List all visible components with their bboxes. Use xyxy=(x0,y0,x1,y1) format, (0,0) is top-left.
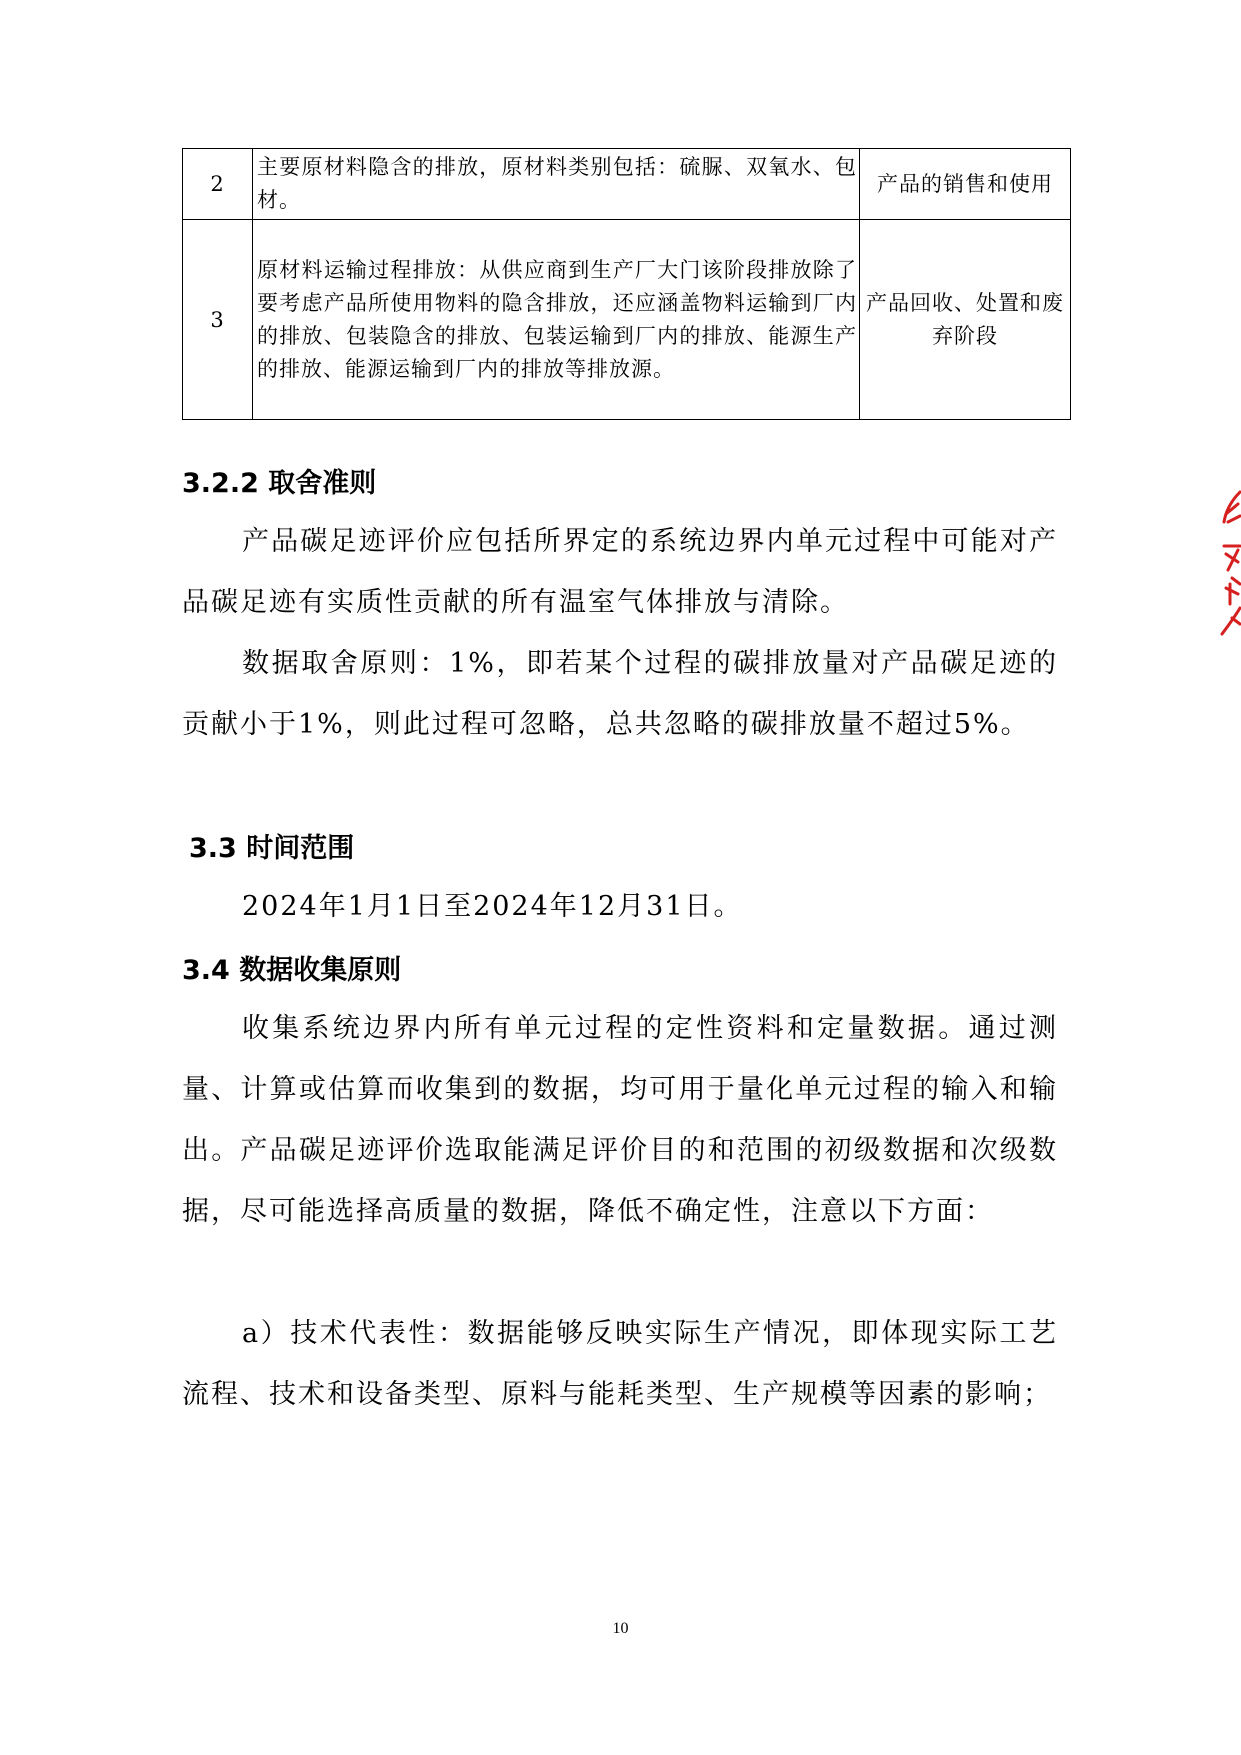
paragraph-time-range: 2024年1月1日至2024年12月31日。 xyxy=(242,891,743,922)
table-row xyxy=(183,220,1071,420)
seal-stamp-icon xyxy=(1218,488,1241,638)
page-number: 10 xyxy=(612,1620,629,1637)
row-stage: 产品的销售和使用 xyxy=(860,149,1071,220)
row-number: 2 xyxy=(183,149,253,220)
emission-scope-table xyxy=(182,148,1071,420)
heading-3-4: 3.4 数据收集原则 xyxy=(182,955,402,986)
paragraph-scope-criteria: 产品碳足迹评价应包括所界定的系统边界内单元过程中可能对产品碳足迹有实质性贡献的所有温室气体排放与清除。 xyxy=(182,526,1058,618)
heading-3-2-2: 3.2.2 取舍准则 xyxy=(182,468,377,499)
paragraph-cutoff-rule: 数据取舍原则：1%，即若某个过程的碳排放量对产品碳足迹的贡献小于1%，则此过程可忽略，总共忽略的碳排放量不超过5%。 xyxy=(182,648,1058,740)
paragraph-data-collection: 收集系统边界内所有单元过程的定性资料和定量数据。通过测量、计算或估算而收集到的数据，均可用于量化单元过程的输入和输出。产品碳足迹评价选取能满足评价目的和范围的初级数据和次级数据，尽可能选择高质量的数据，降低不确定性，注意以下方面： xyxy=(182,1013,1058,1227)
row-description: 原材料运输过程排放：从供应商到生产厂大门该阶段排放除了要考虑产品所使用物料的隐含排放，还应涵盖物料运输到厂内的排放、包装隐含的排放、包装运输到厂内的排放、能源生产的排放、能源运输到厂内的排放等排放源。 xyxy=(253,220,860,420)
table-row xyxy=(183,149,1071,220)
row-stage: 产品回收、处置和废弃阶段 xyxy=(860,220,1071,420)
heading-3-3: 3.3 时间范围 xyxy=(189,833,355,864)
row-number: 3 xyxy=(183,220,253,420)
seal-stamp-fragment xyxy=(1218,488,1241,638)
paragraph-technical-representativeness: a）技术代表性：数据能够反映实际生产情况，即体现实际工艺流程、技术和设备类型、原料与能耗类型、生产规模等因素的影响； xyxy=(182,1318,1058,1410)
row-description: 主要原材料隐含的排放，原材料类别包括：硫脲、双氧水、包材。 xyxy=(253,149,860,220)
